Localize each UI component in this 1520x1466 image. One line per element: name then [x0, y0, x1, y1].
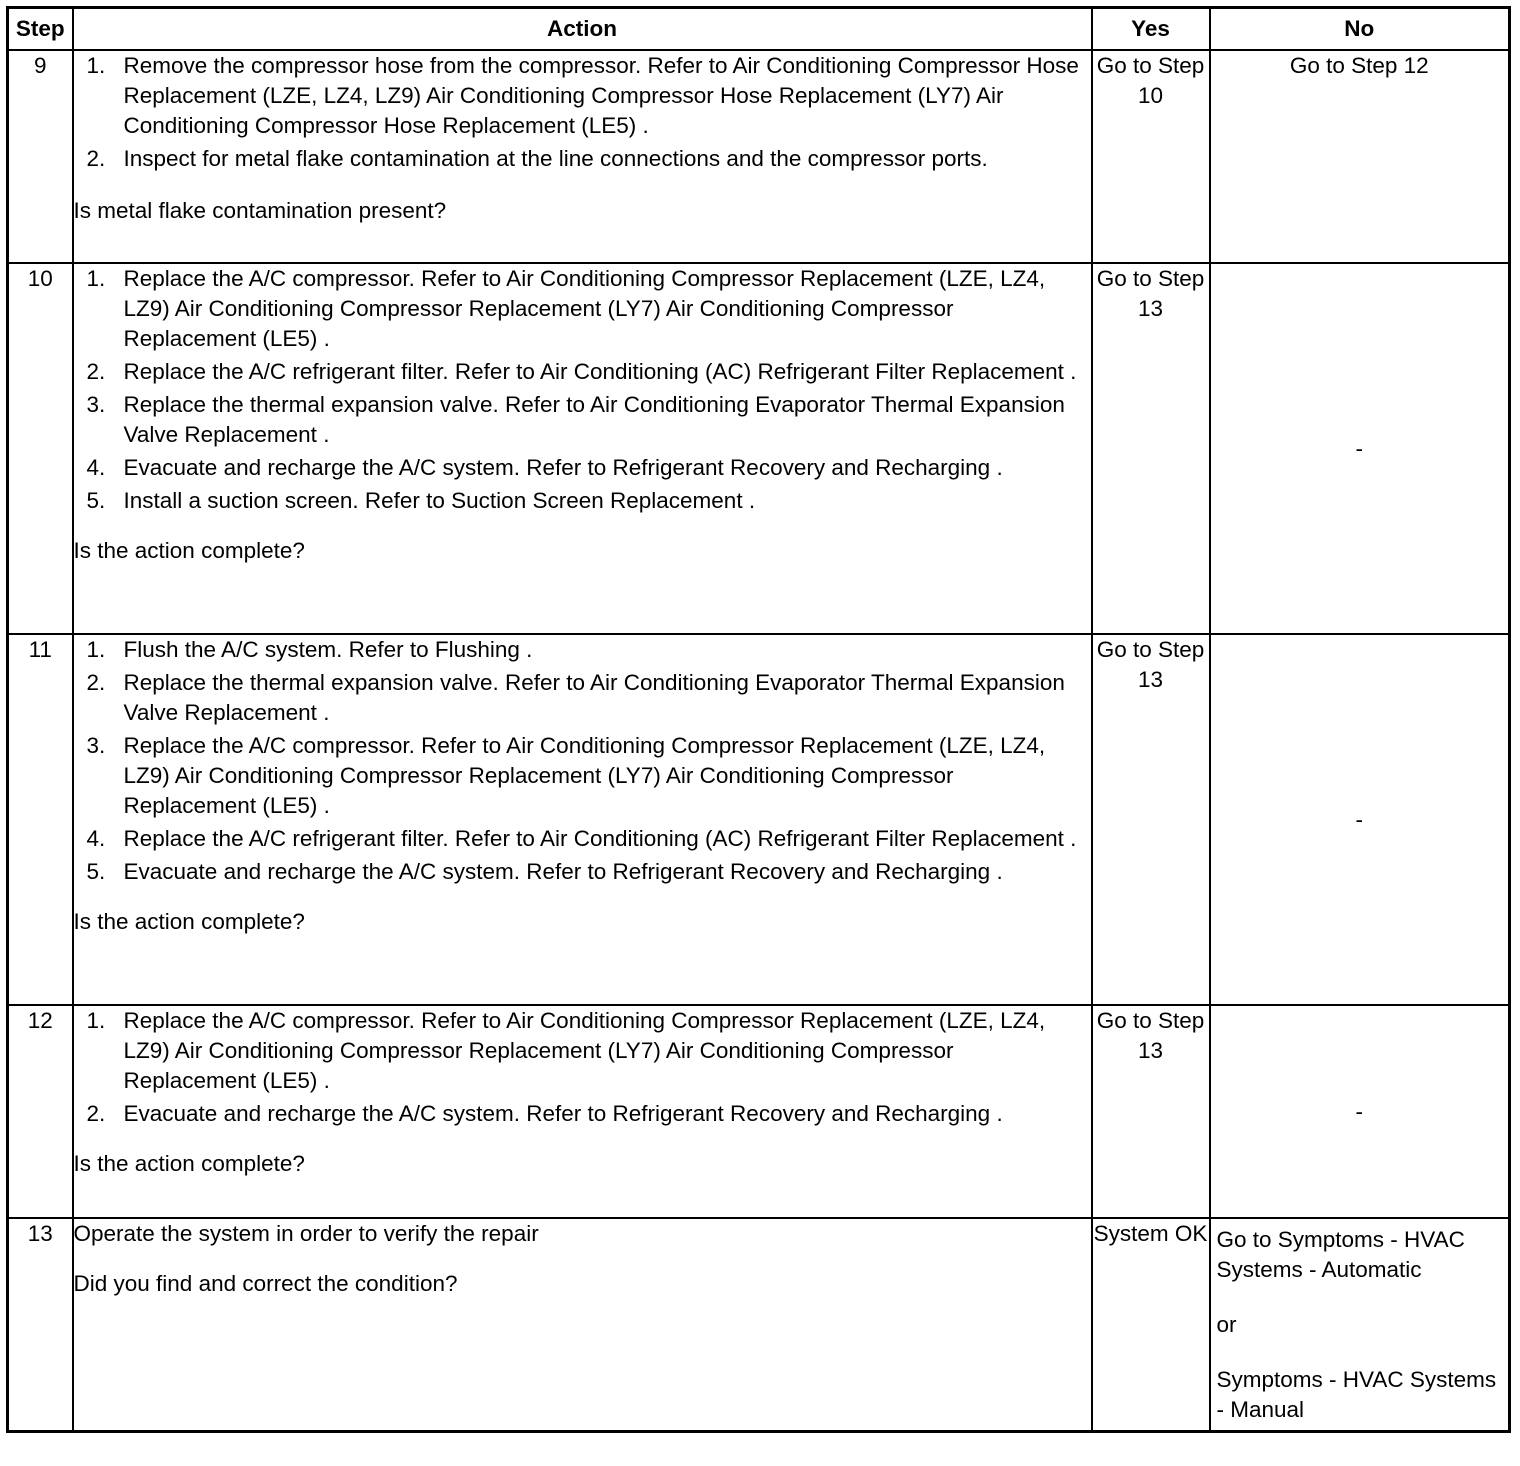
- no-cell: -: [1210, 1005, 1510, 1218]
- action-cell: [73, 50, 1092, 263]
- header-row: [8, 8, 1510, 51]
- table-row: [8, 263, 1510, 634]
- question-text: Is the action complete?: [73, 909, 305, 934]
- no-option-or: or: [1216, 1312, 1237, 1337]
- list-item: 5. Install a suction screen. Refer to Suction Screen Replacement .: [86, 488, 756, 513]
- list-item: 1. Replace the A/C compressor. Refer to Air Conditioning Compressor Replacement (LZE, LZ4, LZ9) Air Conditioning Compressor Replacement (LY7) Air Conditioning Compressor Replacement (LE5) .: [86, 266, 1046, 351]
- no-option-automatic: Go to Symptoms - HVAC Systems - Automatic: [1216, 1227, 1465, 1282]
- table-row: [8, 1005, 1510, 1218]
- yes-cell: Go to Step 10: [1092, 50, 1210, 263]
- question-text: Did you find and correct the condition?: [73, 1271, 458, 1296]
- no-cell: [1210, 1218, 1510, 1432]
- no-cell: -: [1210, 634, 1510, 1005]
- step-number: 11: [8, 634, 73, 1005]
- yes-cell: Go to Step 13: [1092, 1005, 1210, 1218]
- yes-cell: Go to Step 13: [1092, 263, 1210, 634]
- action-list: [74, 635, 1091, 887]
- action-list: [74, 264, 1091, 516]
- table-row: [8, 50, 1510, 263]
- list-item: 2. Replace the A/C refrigerant filter. Refer to Air Conditioning (AC) Refrigerant Filter Replacement .: [86, 359, 1077, 384]
- list-item: 3. Replace the thermal expansion valve. Refer to Air Conditioning Evaporator Thermal Expansion Valve Replacement .: [86, 392, 1065, 447]
- list-item: 1. Replace the A/C compressor. Refer to Air Conditioning Compressor Replacement (LZE, LZ4, LZ9) Air Conditioning Compressor Replacement (LY7) Air Conditioning Compressor Replacement (LE5) .: [86, 1008, 1046, 1093]
- yes-cell: Go to Step 13: [1092, 634, 1210, 1005]
- action-text: Operate the system in order to verify the repair: [73, 1221, 539, 1246]
- step-number: 12: [8, 1005, 73, 1218]
- question-text: Is metal flake contamination present?: [73, 198, 447, 223]
- header-yes: Yes: [1092, 8, 1210, 51]
- header-no: No: [1210, 8, 1510, 51]
- list-item: 2. Evacuate and recharge the A/C system. Refer to Refrigerant Recovery and Recharging .: [86, 1101, 1003, 1126]
- question-text: Is the action complete?: [73, 1151, 305, 1176]
- no-cell: -: [1210, 263, 1510, 634]
- action-cell: [73, 263, 1092, 634]
- yes-cell: System OK: [1092, 1218, 1210, 1432]
- list-item: 5. Evacuate and recharge the A/C system. Refer to Refrigerant Recovery and Recharging .: [86, 859, 1003, 884]
- list-item: 3. Replace the A/C compressor. Refer to Air Conditioning Compressor Replacement (LZE, LZ4, LZ9) Air Conditioning Compressor Replacement (LY7) Air Conditioning Compressor Replacement (LE5) .: [86, 733, 1046, 818]
- action-cell: [73, 1218, 1092, 1432]
- list-item: 2. Replace the thermal expansion valve. Refer to Air Conditioning Evaporator Thermal Expansion Valve Replacement .: [86, 670, 1065, 725]
- list-item: 1. Flush the A/C system. Refer to Flushing .: [86, 637, 533, 662]
- question-text: Is the action complete?: [73, 538, 305, 563]
- action-cell: [73, 1005, 1092, 1218]
- step-number: 9: [8, 50, 73, 263]
- no-cell: Go to Step 12: [1210, 50, 1510, 263]
- step-number: 10: [8, 263, 73, 634]
- action-cell: [73, 634, 1092, 1005]
- list-item: 4. Replace the A/C refrigerant filter. Refer to Air Conditioning (AC) Refrigerant Filter Replacement .: [86, 826, 1077, 851]
- action-list: [74, 1006, 1091, 1129]
- header-action: Action: [73, 8, 1092, 51]
- step-number: 13: [8, 1218, 73, 1432]
- action-list: [74, 51, 1091, 174]
- table-row: [8, 1218, 1510, 1432]
- table-row: [8, 634, 1510, 1005]
- list-item: 4. Evacuate and recharge the A/C system. Refer to Refrigerant Recovery and Recharging .: [86, 455, 1003, 480]
- list-item: 1. Remove the compressor hose from the compressor. Refer to Air Conditioning Compressor Hose Replacement (LZE, LZ4, LZ9) Air Conditioning Compressor Hose Replacement (LY7) Air Conditioning Compressor Hose Replacement (LE5) .: [86, 53, 1079, 138]
- header-step: Step: [8, 8, 73, 51]
- diagnostic-table: [6, 6, 1511, 1433]
- no-option-manual: Symptoms - HVAC Systems - Manual: [1216, 1367, 1497, 1422]
- list-item: 2. Inspect for metal flake contamination at the line connections and the compressor ports.: [86, 146, 988, 171]
